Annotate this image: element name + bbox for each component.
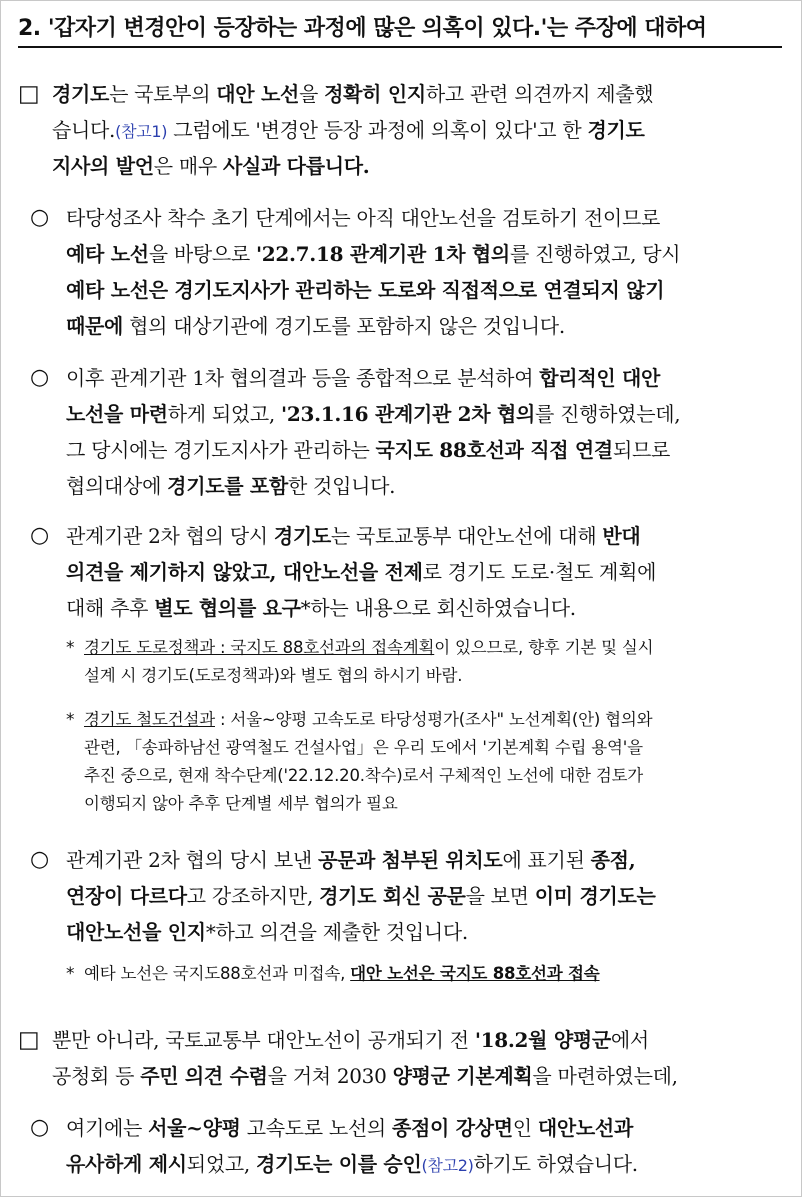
- asterisk-icon: *: [66, 710, 75, 730]
- p1-line-3: 지사의 발언은 매우 사실과 다릅니다.: [52, 154, 370, 178]
- note2-line-4: 이행되지 않아 추후 단계별 세부 협의가 필요: [84, 794, 398, 813]
- p4-line-2: 의견을 제기하지 않았고, 대안노선을 전제로 경기도 도로·철도 계획에: [66, 560, 657, 584]
- p3-line-3: 그 당시에는 경기도지사가 관리하는 국지도 88호선과 직접 연결되므로: [66, 438, 671, 462]
- note2-line-2: 관련, 「송파하남선 광역철도 건설사업」은 우리 도에서 '기본계획 수립 용역'을: [84, 738, 643, 757]
- p3-line-2: 노선을 마련하게 되었고, '23.1.16 관계기관 2차 협의를 진행하였는데,: [66, 402, 681, 426]
- p2-line-2: 예타 노선을 바탕으로 '22.7.18 관계기관 1차 협의를 진행하였고, 당시: [66, 242, 681, 266]
- square-bullet-icon: □: [18, 81, 40, 107]
- p2-line-3: 예타 노선은 경기도지사가 관리하는 도로와 직접적으로 연결되지 않기: [66, 278, 665, 302]
- note2-line-3: 추진 중으로, 현재 착수단계('22.12.20.착수)로서 구체적인 노선에 대한 검토가: [84, 766, 644, 785]
- reference-link-1[interactable]: (참고1): [115, 122, 168, 141]
- p6-line-1: 뿐만 아니라, 국토교통부 대안노선이 공개되기 전 '18.2월 양평군에서: [52, 1028, 649, 1052]
- note2-line-1: 경기도 철도건설과 : 서울~양평 고속도로 타당성평가(조사" 노선계획(안) 협의와: [84, 710, 653, 729]
- square-bullet-icon: □: [18, 1027, 40, 1053]
- circle-bullet-icon: ○: [30, 1115, 50, 1140]
- p4-line-3: 대해 추후 별도 협의를 요구*하는 내용으로 회신하였습니다.: [66, 596, 576, 620]
- note1-line-1: 경기도 도로정책과 : 국지도 88호선과의 접속계획이 있으므로, 향후 기본 및 실시: [84, 638, 654, 657]
- circle-bullet-icon: ○: [30, 523, 50, 548]
- p1-line-2: 습니다.(참고1) 그럼에도 '변경안 등장 과정에 의혹이 있다'고 한 경기도: [52, 118, 645, 142]
- note3-line-1: 예타 노선은 국지도88호선과 미접속, 대안 노선은 국지도 88호선과 접속: [84, 964, 600, 983]
- p2-line-1: 타당성조사 착수 초기 단계에서는 아직 대안노선을 검토하기 전이므로: [66, 206, 660, 230]
- asterisk-icon: *: [66, 638, 75, 658]
- circle-bullet-icon: ○: [30, 365, 50, 390]
- p2-line-4: 때문에 협의 대상기관에 경기도를 포함하지 않은 것입니다.: [66, 314, 565, 338]
- note1-line-2: 설계 시 경기도(도로정책과)와 별도 협의 하시기 바람.: [84, 666, 463, 685]
- p7-line-1: 여기에는 서울~양평 고속도로 노선의 종점이 강상면인 대안노선과: [66, 1116, 633, 1140]
- circle-bullet-icon: ○: [30, 205, 50, 230]
- asterisk-icon: *: [66, 964, 75, 984]
- p7-line-2: 유사하게 제시되었고, 경기도는 이를 승인(참고2)하기도 하였습니다.: [66, 1152, 638, 1176]
- circle-bullet-icon: ○: [30, 847, 50, 872]
- reference-link-2[interactable]: (참고2): [421, 1156, 474, 1175]
- p5-line-3: 대안노선을 인지*하고 의견을 제출한 것입니다.: [66, 920, 468, 944]
- p5-line-2: 연장이 다르다고 강조하지만, 경기도 회신 공문을 보면 이미 경기도는: [66, 884, 656, 908]
- p6-line-2: 공청회 등 주민 의견 수렴을 거쳐 2030 양평군 기본계획을 마련하였는데,: [52, 1064, 678, 1088]
- p3-line-4: 협의대상에 경기도를 포함한 것입니다.: [66, 474, 396, 498]
- section-heading: 2. '갑자기 변경안이 등장하는 과정에 많은 의혹이 있다.'는 주장에 대하여: [18, 14, 782, 48]
- p5-line-1: 관계기관 2차 협의 당시 보낸 공문과 첨부된 위치도에 표기된 종점,: [66, 848, 636, 872]
- p1-line-1: 경기도는 국토부의 대안 노선을 정확히 인지하고 관련 의견까지 제출했: [52, 82, 654, 106]
- p4-line-1: 관계기관 2차 협의 당시 경기도는 국토교통부 대안노선에 대해 반대: [66, 524, 641, 548]
- p3-line-1: 이후 관계기관 1차 협의결과 등을 종합적으로 분석하여 합리적인 대안: [66, 366, 661, 390]
